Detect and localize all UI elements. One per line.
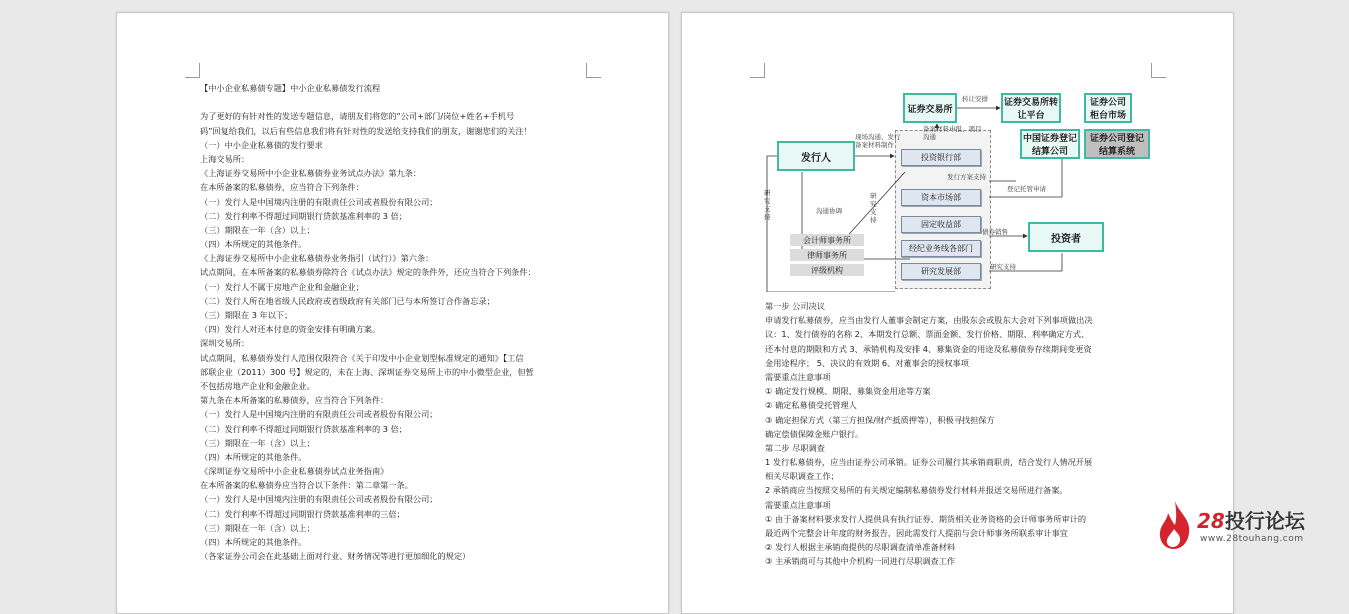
text-line: 试点期间，在本所备案的私募债券除符合《试点办法》规定的条件外，还应当符合下列条件：: [200, 267, 536, 278]
text-line: 为了更好的有针对性的发送专题信息，请朋友们将您的“公司+部门/岗位+姓名+手机号: [200, 111, 515, 122]
text-line: （一）发行人是中国境内注册的有限责任公司或者股份有限公司；: [200, 196, 438, 207]
document-page-right: [681, 12, 1234, 614]
label-sales: 债券销售: [982, 228, 1008, 236]
text-line: ① 由于备案材料要求发行人提供具有执行证券、期货相关业务资格的会计师事务所审计的: [765, 513, 1087, 524]
text-line: （一）发行人是中国境内注册的有限责任公司或者股份有限公司；: [200, 494, 438, 505]
text-line: 第九条在本所备案的私募债券，应当符合下列条件：: [200, 395, 389, 406]
box-accounting-firm: 会计师事务所: [790, 234, 864, 246]
text-line: （四）本所规定的其他条件。: [200, 451, 307, 462]
text-line: 还本付息的期限和方式 3、承销机构及安排 4、募集资金的用途及私募债券存续期间变更资: [765, 343, 1092, 354]
text-line: （四）本所规定的其他条件。: [200, 239, 307, 250]
box-csdc: 中国证券登记结算公司: [1020, 129, 1080, 159]
box-exchange: 证券交易所: [903, 93, 957, 123]
text-line: （一）发行人是中国境内注册的有限责任公司或者股份有限公司；: [200, 409, 438, 420]
text-line: 确定偿债保障金账户银行。: [765, 428, 864, 439]
text-line: （三）期限在一年（含）以上；: [200, 522, 315, 533]
label-filing: 备案材料申报、项目沟通: [923, 125, 982, 141]
label-transfer: 转让安排: [962, 95, 988, 103]
text-line: （一）发行人不属于房地产企业和金融企业；: [200, 281, 364, 292]
text-line: 试点期间，私募债券发行人范围仅限符合《关于印发中小企业划型标准规定的通知》【工信: [200, 352, 524, 363]
text-line: （二）发行利率不得超过同期银行贷款基准利率的 3 倍；: [200, 423, 407, 434]
text-line: 申请发行私募债券，应当由发行人董事会制定方案，由股东会或股东大会对下列事项做出决: [765, 315, 1093, 326]
text-line: 1 发行私募债券，应当由证券公司承销。证券公司履行其承销商职责，结合发行人情况开展: [765, 457, 1093, 468]
text-line: 部联企业（2011）300 号】规定的，未在上海、深圳证券交易所上市的中小微型企业，但暂: [200, 366, 534, 377]
watermark-title: [1197, 505, 1305, 534]
text-line: ① 确定发行规模、期限、募集资金用途等方案: [765, 386, 931, 397]
box-issuer: 发行人: [777, 141, 855, 171]
text-line: 深圳交易所：: [200, 338, 250, 349]
box-transfer-platform: 证券交易所转让平台: [1001, 93, 1061, 123]
text-line: 相关尽职调查工作；: [765, 471, 839, 482]
crop-mark-top-left: [185, 63, 200, 78]
text-line: 需要重点注意事项: [765, 371, 831, 382]
left-page-text[interactable]: [200, 81, 595, 563]
issuance-flow-diagram: [762, 77, 1162, 292]
text-line: 《上海证券交易所中小企业私募债券业务试点办法》第九条：: [200, 168, 422, 179]
text-line: [200, 95, 595, 109]
box-dept-capital: 资本市场部: [901, 189, 981, 206]
label-plan-support: 发行方案支持: [947, 173, 986, 181]
text-line: （三）期限在一年（含）以上；: [200, 437, 315, 448]
text-line: （四）发行人对还本付息的资金安排有明确方案。: [200, 324, 381, 335]
text-line: 在本所备案的私募债券应当符合以下条件：第二章第一条。: [200, 480, 413, 491]
text-line: 在本所备案的私募债券，应当符合下列条件：: [200, 182, 364, 193]
label-coordination: 沟通协调: [816, 207, 842, 215]
label-research-vertical-left: 研究支持: [764, 189, 771, 221]
text-line: 不包括房地产企业和金融企业。: [200, 380, 315, 391]
text-line: 议：1、发行债券的名称 2、本期发行总额、票面金额、发行价格、期限、利率确定方式、: [765, 329, 1090, 340]
text-line: （三）期限在 3 年以下；: [200, 310, 293, 320]
box-law-firm: 律师事务所: [790, 249, 864, 261]
text-line: 上海交易所：: [200, 153, 250, 164]
text-line: 金用途程序； 5、决议的有效期 6、对董事会的授权事项: [765, 357, 969, 368]
text-line: （一）中小企业私募债的发行要求: [200, 139, 323, 150]
text-line: （三）期限在一年（含）以上；: [200, 224, 315, 235]
box-settlement-system: 证券公司登记结算系统: [1084, 129, 1150, 159]
text-line: （四）本所规定的其他条件。: [200, 537, 307, 547]
box-counter-market: 证券公司柜台市场: [1084, 93, 1132, 123]
box-dept-brokerage: 经纪业务线各部门: [901, 240, 981, 257]
text-line: ② 确定私募债受托管理人: [765, 400, 857, 411]
watermark-number: 28: [1197, 509, 1225, 533]
box-investor: 投资者: [1028, 222, 1104, 252]
box-dept-research: 研究发展部: [901, 263, 981, 280]
flame-icon: [1155, 499, 1195, 551]
box-rating-agency: 评级机构: [790, 264, 864, 276]
text-line: 第二步 尽职调查: [765, 442, 825, 453]
text-line: （二）发行利率不得超过同期银行贷款基准利率的 3 倍；: [200, 210, 407, 221]
box-dept-ib: 投资银行部: [901, 149, 981, 166]
text-line: （二）发行人所在地省级人民政府或省级政府有关部门已与本所签订合作备忘录；: [200, 295, 495, 306]
text-line: 2 承销商应当按照交易所的有关规定编制私募债券发行材料并报送交易所进行备案。: [765, 485, 1068, 496]
label-research-support: 研究支持: [990, 263, 1016, 271]
label-onsite: 现场沟通、发行备案材料制作: [855, 133, 901, 149]
crop-mark-top-right: [586, 63, 601, 78]
text-line: 最近两个完整会计年度的财务报告，因此需发行人提前与会计师事务所联系审计事宜: [765, 528, 1068, 538]
crop-mark-top-left: [750, 63, 765, 78]
watermark-name: 投行论坛: [1224, 509, 1305, 533]
document-page-left: [116, 12, 669, 614]
text-line: 《上海证券交易所中小企业私募债券业务指引（试行）》第六条：: [200, 253, 434, 264]
text-line: 第一步 公司决议: [765, 301, 825, 311]
text-line: （二）发行利率不得超过同期银行贷款基准利率的三倍；: [200, 508, 405, 519]
text-line: ③ 确定担保方式（第三方担保/财产抵质押等），积极寻找担保方: [765, 414, 995, 425]
box-dept-fixed: 固定收益部: [901, 216, 981, 233]
text-line: ③ 主承销商可与其他中介机构一同进行尽职调查工作: [765, 556, 956, 567]
right-page-text[interactable]: [765, 299, 1160, 569]
label-research-vertical-mid: 研究支持: [870, 192, 877, 224]
text-line: 需要重点注意事项: [765, 499, 831, 510]
crop-mark-top-right: [1151, 63, 1166, 78]
text-line: ② 发行人根据主承销商提供的尽职调查清单准备材料: [765, 542, 956, 553]
text-line: 【中小企业私募债专题】中小企业私募债发行流程: [200, 83, 381, 93]
label-register: 登记托管申请: [1007, 185, 1046, 193]
site-watermark: [1155, 499, 1335, 555]
text-line: 码”回复给我们，以后有些信息我们将有针对性的发送给支持我们的朋友，谢谢您们的关注！: [200, 125, 532, 136]
watermark-url: www.28touhang.com: [1200, 534, 1304, 544]
text-line: （各家证券公司会在此基础上面对行业、财务情况等进行更加细化的规定）: [200, 551, 471, 562]
text-line: 《深圳证券交易所中小企业私募债券试点业务指南》: [200, 466, 389, 477]
